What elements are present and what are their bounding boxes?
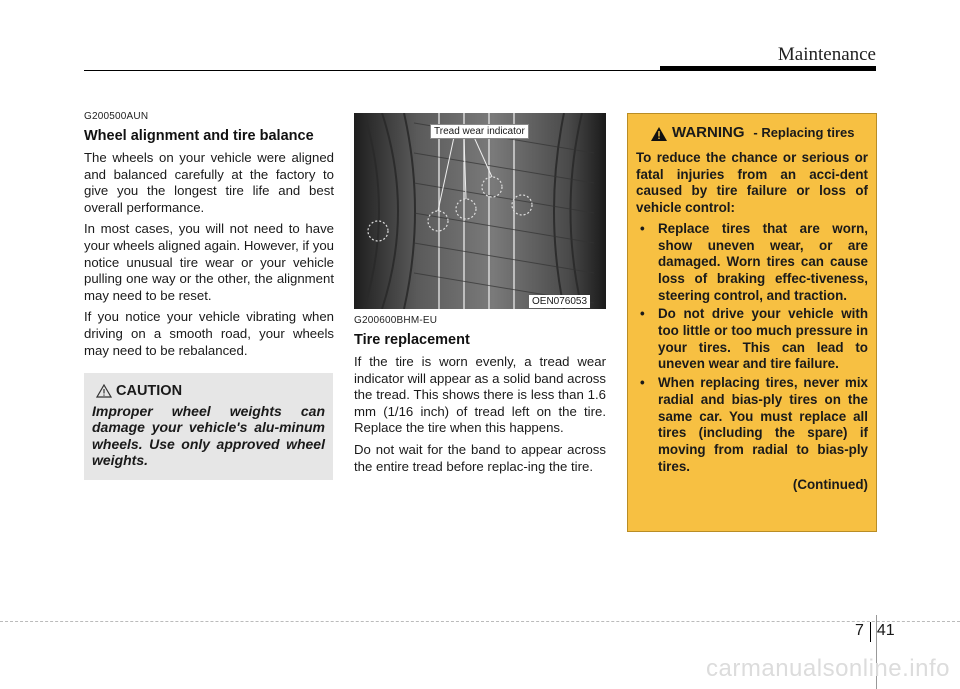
page-number-separator <box>870 622 871 642</box>
section-code: G200500AUN <box>84 111 149 122</box>
continued-label: (Continued) <box>792 477 868 493</box>
section-heading: Tire replacement <box>354 332 470 348</box>
caution-box <box>84 373 333 480</box>
caution-heading <box>92 383 325 399</box>
section-tire-replacement <box>354 312 606 480</box>
warning-list-item: • When replacing tires, never mix radial and bias-ply tires on the same car. You must replace all tires (including the spare) if moving from radial to bias-ply tires. <box>636 375 868 475</box>
paragraph: If you notice your vehicle vibrating when driving on a smooth road, your wheels may need to be rebalanced. <box>84 309 334 358</box>
page-header-title: Maintenance <box>777 44 876 65</box>
tire-tread-illustration <box>354 113 606 309</box>
figure-callout-label: Tread wear indicator <box>430 124 529 139</box>
paragraph: Do not wait for the band to appear across the entire tread before replac-ing the tire. <box>354 441 606 474</box>
caution-text: Improper wheel weights can damage your vehicle's alu-minum wheels. Use only approved wheel weights. <box>92 403 325 469</box>
caution-triangle-icon <box>96 384 112 398</box>
warning-subtitle: - Replacing tires <box>753 125 855 140</box>
paragraph: If the tire is worn evenly, a tread wear indicator will appear as a solid band across the tread. This shows there is less than 1.6 mm (1/16 inch) of tread left on the tire. Replace the tire when this happens. <box>354 354 606 436</box>
section-heading: Wheel alignment and tire balance <box>84 128 314 144</box>
warning-list-item: • Replace tires that are worn, show uneven wear, or are damaged. Worn tires can cause loss of braking effec-tiveness, steering control, and traction. <box>636 221 868 305</box>
chapter-number: 7 <box>855 622 864 639</box>
warning-box <box>627 113 877 532</box>
warning-title: WARNING <box>672 124 745 141</box>
footer-rule <box>0 621 960 623</box>
warning-heading <box>650 124 868 142</box>
warning-intro: To reduce the chance or serious or fatal injuries from an acci-dent caused by tire failure or loss of vehicle control: <box>636 150 868 216</box>
page-number-value: 41 <box>876 622 895 639</box>
watermark: carmanualsonline.info <box>706 655 950 682</box>
figure-code: OEN076053 <box>529 295 590 308</box>
section-wheel-alignment <box>84 108 334 364</box>
header-rule-accent <box>660 66 876 71</box>
section-code: G200600BHM-EU <box>354 315 438 326</box>
warning-list <box>636 221 868 476</box>
paragraph: The wheels on your vehicle were aligned and balanced carefully at the factory to give you the longest tire life and best overall performance. <box>84 150 334 215</box>
warning-list-item: • Do not drive your vehicle with too little or too much pressure in your tires. This can lead to uneven wear and tire failure. <box>636 306 868 373</box>
caution-title: CAUTION <box>116 383 183 399</box>
paragraph: In most cases, you will not need to have your wheels aligned again. However, if you notice unusual tire wear or your vehicle pulling one way or the other, the alignment may need to be reset. <box>84 221 334 303</box>
page-number <box>855 622 895 642</box>
warning-triangle-icon <box>650 126 668 142</box>
header-rule <box>84 70 660 71</box>
tire-tread-photo <box>354 113 606 309</box>
